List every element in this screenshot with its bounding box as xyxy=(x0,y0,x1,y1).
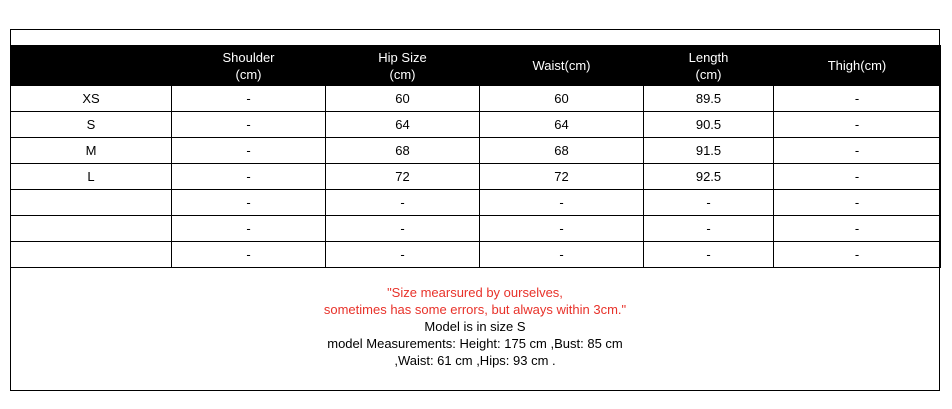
table-cell: - xyxy=(326,216,480,242)
header-hip: Hip Size (cm) xyxy=(326,46,480,86)
table-row xyxy=(11,190,941,216)
table-cell: - xyxy=(644,216,774,242)
table-cell: - xyxy=(172,112,326,138)
table-cell: - xyxy=(172,216,326,242)
table-cell: - xyxy=(326,242,480,268)
table-cell: - xyxy=(774,190,941,216)
table-cell: - xyxy=(172,242,326,268)
table-cell: - xyxy=(480,190,644,216)
table-cell: - xyxy=(480,216,644,242)
table-cell: 60 xyxy=(326,86,480,112)
table-cell: 64 xyxy=(480,112,644,138)
table-cell: 91.5 xyxy=(644,138,774,164)
table-cell: - xyxy=(644,242,774,268)
table-cell: 64 xyxy=(326,112,480,138)
table-cell: 90.5 xyxy=(644,112,774,138)
size-label-cell: M xyxy=(11,138,172,164)
table-cell: - xyxy=(774,138,941,164)
table-cell: - xyxy=(774,242,941,268)
table-cell: - xyxy=(774,164,941,190)
table-cell: - xyxy=(774,86,941,112)
size-label-cell: L xyxy=(11,164,172,190)
note-model-measurements: model Measurements: Height: 175 cm ,Bust: 85 cm xyxy=(327,336,623,351)
table-cell: 72 xyxy=(326,164,480,190)
note-line-1: "Size mearsured by ourselves, xyxy=(387,285,563,300)
note-line-2: sometimes has some errors, but always within 3cm." xyxy=(323,302,627,317)
size-label-cell xyxy=(11,242,172,268)
table-cell: - xyxy=(172,86,326,112)
size-label-cell xyxy=(11,216,172,242)
size-notes xyxy=(10,266,940,369)
size-table xyxy=(10,45,941,268)
note-model-size: Model is in size S xyxy=(424,319,526,334)
table-cell: - xyxy=(774,112,941,138)
header-length: Length (cm) xyxy=(644,46,774,86)
table-cell: 60 xyxy=(480,86,644,112)
table-row xyxy=(11,112,941,138)
table-cell: - xyxy=(480,242,644,268)
table-cell: 92.5 xyxy=(644,164,774,190)
table-cell: 68 xyxy=(326,138,480,164)
table-cell: 72 xyxy=(480,164,644,190)
table-cell: - xyxy=(172,164,326,190)
size-label-cell xyxy=(11,190,172,216)
size-label-cell: S xyxy=(11,112,172,138)
table-row xyxy=(11,216,941,242)
note-model-measurements-cont: ,Waist: 61 cm ,Hips: 93 cm . xyxy=(394,353,556,368)
table-row xyxy=(11,138,941,164)
table-cell: - xyxy=(774,216,941,242)
table-cell: - xyxy=(172,138,326,164)
table-cell: - xyxy=(644,190,774,216)
header-thigh: Thigh(cm) xyxy=(774,46,941,86)
table-cell: 68 xyxy=(480,138,644,164)
header-shoulder: Shoulder (cm) xyxy=(172,46,326,86)
table-row xyxy=(11,164,941,190)
table-cell: - xyxy=(172,190,326,216)
table-row xyxy=(11,242,941,268)
table-cell: - xyxy=(326,190,480,216)
header-size xyxy=(11,46,172,86)
header-waist: Waist(cm) xyxy=(480,46,644,86)
size-label-cell: XS xyxy=(11,86,172,112)
table-cell: 89.5 xyxy=(644,86,774,112)
header-row xyxy=(11,46,941,86)
table-row xyxy=(11,86,941,112)
